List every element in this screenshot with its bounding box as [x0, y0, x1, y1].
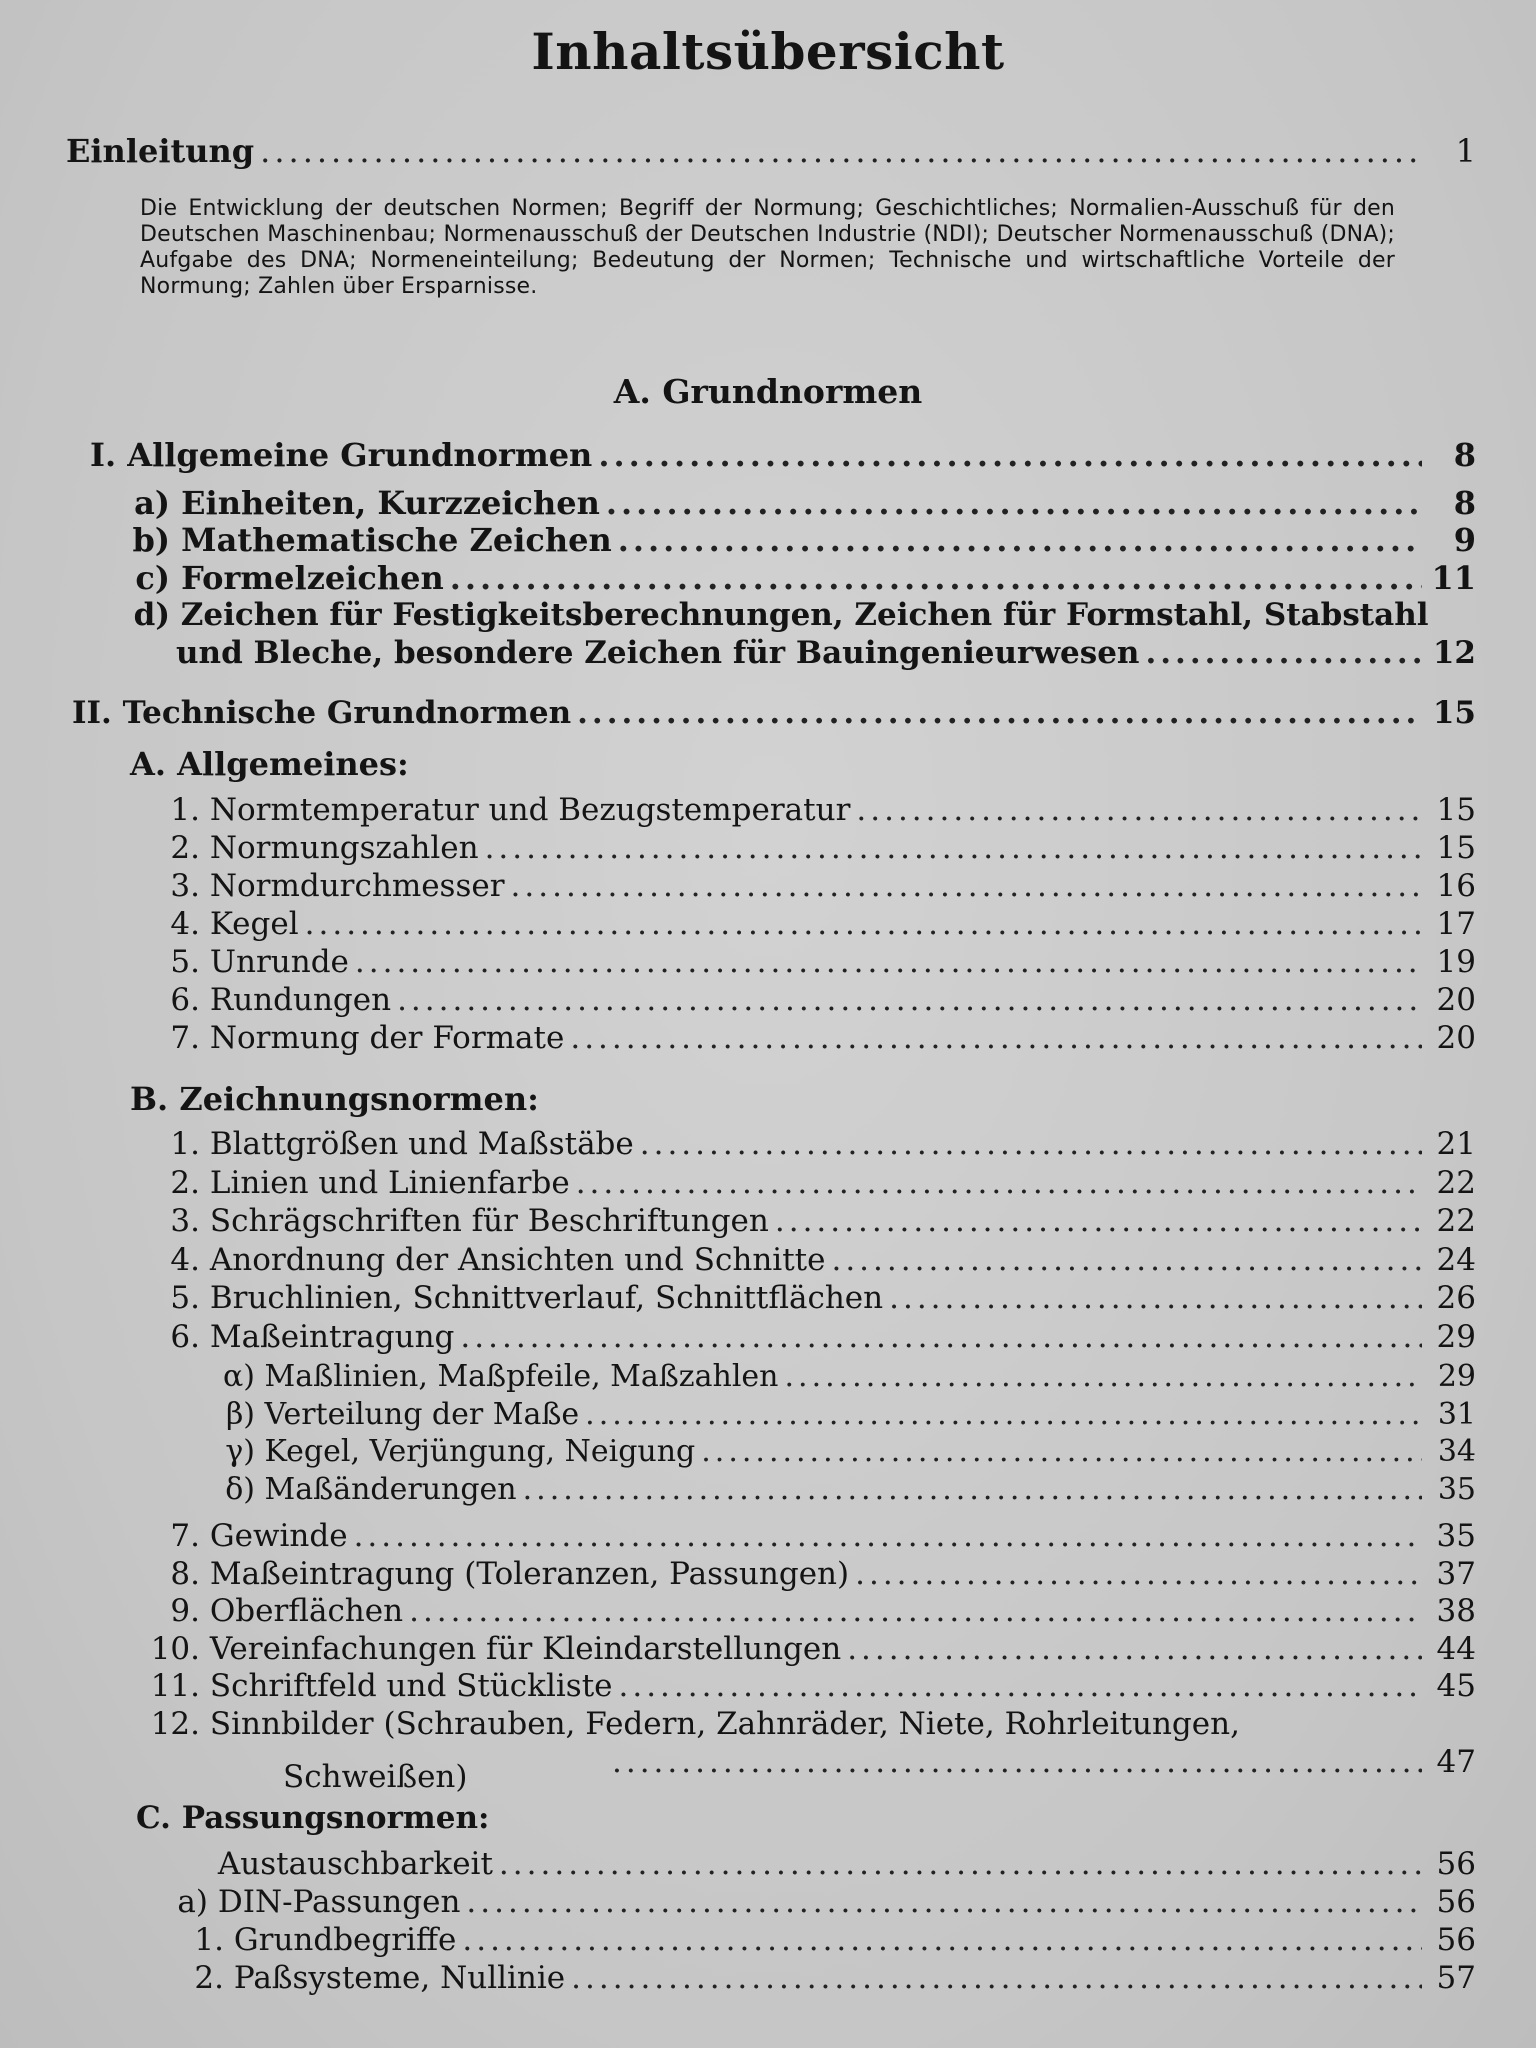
toc-entry[interactable] — [160, 792, 1476, 828]
leader-dots — [511, 868, 1422, 904]
page-number: 17 — [1436, 906, 1476, 942]
entry-number: β) — [225, 1396, 255, 1432]
entry-number: δ) — [225, 1471, 255, 1507]
entry-label: Kegel — [209, 906, 299, 942]
entry-label: Maßänderungen — [264, 1471, 517, 1507]
entry-number: 9. — [170, 1593, 200, 1629]
toc-entry[interactable] — [160, 944, 1476, 980]
entry-number: 6. — [170, 982, 200, 1018]
leader-dots — [355, 944, 1422, 980]
leader-dots — [701, 1434, 1422, 1469]
page-number: 22 — [1436, 1164, 1476, 1201]
toc-entry-part2[interactable] — [72, 695, 1476, 731]
leader-dots — [1145, 635, 1422, 671]
entry-label: Einheiten, Kurzzeichen — [181, 484, 600, 522]
leader-dots — [260, 132, 1422, 170]
page-number: 11 — [1431, 559, 1476, 597]
entry-label: Maßeintragung (Toleranzen, Passungen) — [209, 1555, 850, 1592]
toc-entry[interactable] — [215, 1359, 1476, 1394]
entry-number: a) — [134, 484, 170, 522]
page-number: 35 — [1437, 1471, 1476, 1507]
entry-label: Rundungen — [209, 982, 392, 1018]
toc-entry[interactable] — [215, 1472, 1476, 1507]
page-number: 15 — [1436, 830, 1476, 866]
toc-entry[interactable] — [146, 1518, 1476, 1554]
toc-entry[interactable] — [174, 1884, 1476, 1920]
page-number: 56 — [1436, 1922, 1476, 1958]
entry-number: 3. — [170, 1203, 200, 1239]
entry-label: Gewinde — [209, 1518, 348, 1554]
entry-number: c) — [135, 559, 170, 597]
page-number: 8 — [1453, 484, 1476, 522]
toc-entry[interactable] — [126, 559, 1476, 597]
entry-label: Austauschbarkeit — [217, 1846, 493, 1882]
page-number: 9 — [1453, 521, 1476, 559]
entry-number: 2. — [170, 1164, 200, 1201]
toc-entry[interactable] — [160, 1165, 1476, 1201]
page-title: Inhaltsübersicht — [531, 22, 1005, 81]
leader-dots — [576, 1165, 1422, 1201]
entry-label: DIN-Passungen — [217, 1884, 461, 1920]
leader-dots — [466, 1884, 1422, 1920]
toc-entry[interactable] — [146, 1593, 1476, 1629]
page-number: 15 — [1432, 695, 1476, 731]
entry-label-cont: und Bleche, besondere Zeichen für Bauingenieurwesen — [176, 635, 1140, 671]
entry-label: Mathematische Zeichen — [181, 521, 612, 559]
toc-entry[interactable] — [126, 521, 1476, 559]
page-number: 29 — [1436, 1318, 1476, 1355]
entry-label: Paßsysteme, Nullinie — [233, 1960, 566, 1996]
leader-dots — [485, 830, 1422, 866]
page-number: 38 — [1436, 1593, 1476, 1629]
entry-number: γ) — [225, 1434, 255, 1469]
page-number: 45 — [1436, 1668, 1476, 1704]
entry-number: 12. — [150, 1705, 200, 1742]
leader-dots — [462, 1922, 1422, 1958]
entry-label: Blattgrößen und Maßstäbe — [209, 1126, 634, 1162]
leader-dots — [847, 1631, 1422, 1667]
page-number: 20 — [1436, 1020, 1476, 1056]
page-number: 12 — [1432, 635, 1476, 671]
leader-dots — [499, 1846, 1422, 1882]
entry-number: 5. — [170, 944, 200, 980]
leader-dots — [775, 1203, 1422, 1239]
entry-label: Normung der Formate — [209, 1020, 565, 1056]
section-heading: A. Grundnormen — [613, 372, 923, 411]
leader-dots — [450, 559, 1422, 597]
entry-label: Oberflächen — [209, 1593, 404, 1629]
leader-dots — [612, 1744, 1422, 1780]
entry-number: 10. — [150, 1630, 200, 1667]
toc-entry[interactable] — [160, 982, 1476, 1018]
entry-number: d) — [133, 597, 170, 633]
page-number: 8 — [1453, 436, 1476, 474]
entry-number: 2. — [194, 1960, 224, 1996]
page-number: 24 — [1436, 1241, 1476, 1278]
entry-number: 1. — [194, 1922, 224, 1958]
leader-dots — [785, 1359, 1423, 1394]
leader-dots — [640, 1126, 1422, 1162]
entry-label: Formelzeichen — [181, 559, 444, 597]
entry-label: Maßlinien, Maßpfeile, Maßzahlen — [264, 1359, 779, 1394]
leader-dots — [889, 1280, 1422, 1316]
toc-entry-multiline[interactable] — [126, 597, 1429, 633]
leader-dots — [409, 1593, 1422, 1629]
page-number: 31 — [1437, 1396, 1476, 1432]
group-heading-c: C. Passungsnormen: — [136, 1800, 490, 1836]
entry-label: Vereinfachungen für Kleindarstellungen — [209, 1630, 842, 1667]
toc-entry[interactable] — [146, 1631, 1476, 1667]
leader-dots — [598, 436, 1422, 474]
entry-number: 3. — [170, 868, 200, 904]
entry-label: Schrägschriften für Beschriftungen — [209, 1203, 769, 1239]
entry-number: 1. — [170, 1126, 200, 1162]
entry-label: Maßeintragung — [209, 1318, 455, 1355]
leader-dots — [831, 1242, 1422, 1278]
page-number: 22 — [1436, 1203, 1476, 1239]
leader-dots — [606, 484, 1422, 522]
leader-dots — [397, 982, 1422, 1018]
toc-entry[interactable] — [160, 1280, 1476, 1316]
entry-number: 7. — [170, 1020, 200, 1056]
page-number: 44 — [1436, 1630, 1476, 1667]
toc-entry-part1[interactable] — [90, 436, 1476, 474]
leader-dots — [523, 1472, 1422, 1507]
entry-label: Schriftfeld und Stückliste — [209, 1668, 613, 1704]
page-number: 26 — [1436, 1280, 1476, 1316]
entry-label: Normdurchmesser — [209, 868, 505, 904]
entry-label: II. Technische Grundnormen — [72, 695, 572, 731]
entry-number: a) — [177, 1884, 208, 1920]
toc-entry[interactable] — [160, 1319, 1476, 1355]
toc-entry[interactable] — [126, 484, 1476, 522]
page-number: 21 — [1436, 1126, 1476, 1162]
toc-entry[interactable] — [160, 830, 1476, 866]
entry-label: Unrunde — [209, 944, 349, 980]
toc-entry-einleitung[interactable] — [66, 132, 1476, 170]
entry-number: 1. — [170, 792, 200, 828]
toc-entry[interactable] — [215, 1434, 1476, 1469]
page-number: 34 — [1437, 1434, 1476, 1469]
leader-dots — [570, 1020, 1422, 1056]
intro-summary: Die Entwicklung der deutschen Normen; Begriff der Normung; Geschichtliches; Normalien-Ausschuß für den Deutschen Maschinenbau; Normenausschuß der Deutschen Industrie (NDI); Deutscher Normenausschuß (DNA); Aufgabe des DNA; Normeneinteilung; Bedeutung der Normen; Technische und wirtschaftliche Vorteile der Normung; Zahlen über Ersparnisse. — [140, 196, 1395, 299]
entry-label: Linien und Linienfarbe — [209, 1164, 570, 1201]
toc-entry[interactable] — [160, 868, 1476, 904]
leader-dots — [619, 1668, 1423, 1704]
entry-number: 6. — [170, 1318, 200, 1355]
leader-dots — [585, 1397, 1422, 1432]
leader-dots — [354, 1518, 1422, 1554]
toc-entry-continuation[interactable] — [606, 1744, 1476, 1780]
entry-number: 11. — [150, 1668, 200, 1704]
leader-dots — [305, 906, 1422, 942]
page-number: 37 — [1436, 1555, 1476, 1592]
toc-entry[interactable] — [146, 1668, 1476, 1704]
page-number: 1 — [1455, 132, 1476, 170]
entry-label: Normtemperatur und Bezugstemperatur — [209, 792, 851, 828]
page-number: 16 — [1436, 868, 1476, 904]
page-number: 35 — [1436, 1518, 1476, 1554]
leader-dots — [460, 1319, 1422, 1355]
toc-entry[interactable] — [190, 1922, 1476, 1958]
entry-number: α) — [223, 1359, 255, 1394]
entry-label: I. Allgemeine Grundnormen — [90, 436, 593, 474]
page-number: 56 — [1436, 1846, 1476, 1882]
toc-entry[interactable] — [215, 1397, 1476, 1432]
page-number: 20 — [1436, 982, 1476, 1018]
page-number: 19 — [1436, 944, 1476, 980]
toc-entry-continuation-label: Schweißen) — [283, 1759, 468, 1795]
entry-label: Normungszahlen — [209, 830, 479, 866]
toc-entry[interactable] — [160, 906, 1476, 942]
toc-entry[interactable] — [174, 1846, 1476, 1882]
page-number: 47 — [1436, 1743, 1476, 1780]
entry-label: Verteilung der Maße — [264, 1396, 580, 1432]
entry-number: 4. — [170, 1241, 200, 1278]
toc-entry[interactable] — [160, 1020, 1476, 1056]
leader-dots — [571, 1960, 1422, 1996]
toc-entry[interactable] — [160, 1203, 1476, 1239]
entry-label: Einleitung — [66, 132, 255, 170]
entry-number: 4. — [170, 906, 200, 942]
entry-label: Grundbegriffe — [233, 1922, 457, 1958]
entry-number: b) — [132, 521, 170, 559]
entry-number: 2. — [170, 830, 200, 866]
toc-entry[interactable] — [146, 1556, 1476, 1592]
entry-label: Bruchlinien, Schnittverlauf, Schnittflächen — [209, 1280, 884, 1316]
page-number: 29 — [1437, 1359, 1476, 1394]
entry-label: Sinnbilder (Schrauben, Federn, Zahnräder, Niete, Rohrleitungen, — [209, 1705, 1240, 1742]
leader-dots — [855, 1556, 1422, 1592]
page-number: 15 — [1436, 792, 1476, 828]
group-heading-a: A. Allgemeines: — [130, 745, 409, 783]
toc-entry[interactable] — [190, 1960, 1476, 1996]
toc-entry[interactable] — [146, 1706, 1476, 1742]
toc-entry[interactable] — [160, 1242, 1476, 1278]
group-heading-b: B. Zeichnungsnormen: — [130, 1080, 539, 1118]
page-number: 57 — [1436, 1960, 1476, 1996]
entry-label: Zeichen für Festigkeitsberechnungen, Zeichen für Formstahl, Stabstahl — [180, 597, 1429, 633]
leader-dots — [577, 695, 1422, 731]
entry-number: 5. — [170, 1280, 200, 1316]
entry-label: Kegel, Verjüngung, Neigung — [264, 1434, 696, 1469]
leader-dots — [856, 792, 1422, 828]
toc-entry-continuation[interactable] — [176, 635, 1476, 671]
toc-entry[interactable] — [160, 1126, 1476, 1162]
entry-number: 7. — [170, 1518, 200, 1554]
leader-dots — [618, 521, 1422, 559]
entry-label: Anordnung der Ansichten und Schnitte — [209, 1241, 826, 1278]
entry-number: 8. — [170, 1555, 200, 1592]
page-number: 56 — [1436, 1884, 1476, 1920]
